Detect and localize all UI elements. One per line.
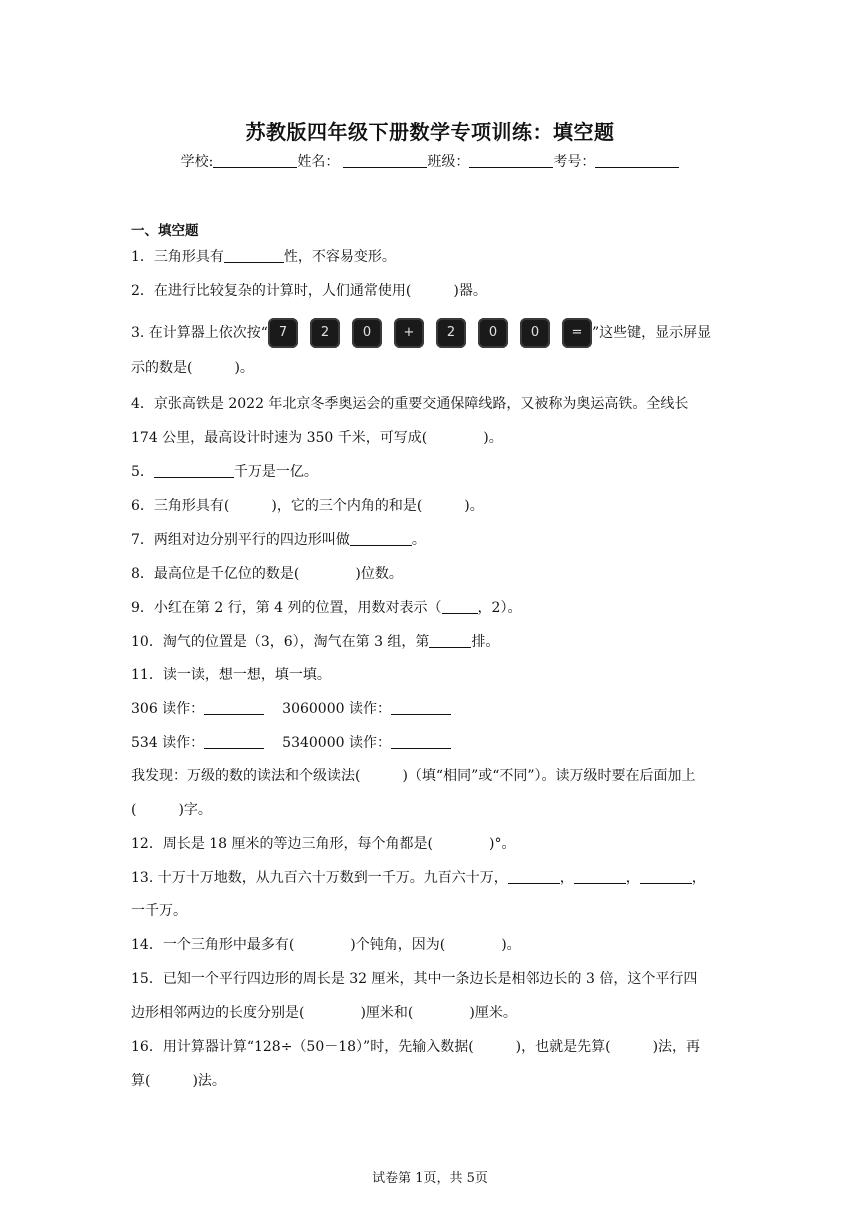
question-9-text-b: ，2）。 — [477, 600, 522, 616]
question-10-text-b: 排。 — [471, 634, 500, 650]
question-4-line-2: 174 公里，最高设计时速为 350 千米，可写成( )。 — [131, 430, 503, 446]
question-6: 6．三角形具有( )，它的三个内角的和是( )。 — [131, 498, 484, 514]
question-8: 8．最高位是千亿位的数是( )位数。 — [131, 566, 403, 582]
question-7 — [131, 530, 426, 550]
question-4-line-1: 4．京张高铁是 2022 年北京冬季奥运会的重要交通保障线路，又被称为奥运高铁。全线长 — [131, 396, 689, 412]
section-heading: 一、填空题 — [131, 223, 199, 239]
question-14: 14．一个三角形中最多有( )个钝角，因为( )。 — [131, 937, 521, 953]
reading-534-label: 534 读作： — [131, 735, 205, 751]
question-9-text-a: 9．小红在第 2 行，第 4 列的位置，用数对表示（ — [131, 600, 442, 616]
question-3-text-b: ”这些键，显示屏显 — [591, 325, 712, 341]
reading-5340000-blank[interactable] — [391, 733, 451, 749]
reading-306-label: 306 读作： — [131, 701, 205, 717]
question-2: 2．在进行比较复杂的计算时，人们通常使用( )器。 — [131, 283, 487, 299]
question-9 — [131, 598, 521, 618]
question-15-line-2: 边形相邻两边的长度分别是( )厘米和( )厘米。 — [131, 1005, 517, 1021]
question-12: 12．周长是 18 厘米的等边三角形，每个角都是( )°。 — [131, 836, 516, 852]
page-title: 苏教版四年级下册数学专项训练：填空题 — [245, 120, 615, 144]
question-16-line-2: 算( )法。 — [131, 1073, 226, 1089]
question-5-text-a: 5． — [131, 464, 154, 480]
page-footer: 试卷第 1页，共 5页 — [372, 1171, 488, 1186]
question-13-blank-2[interactable] — [574, 868, 626, 884]
question-3-line-2: 示的数是( )。 — [131, 360, 254, 376]
calculator-key-5: 0 — [478, 318, 508, 348]
question-13-comma-1: ， — [559, 870, 574, 886]
reading-3060000-blank[interactable] — [391, 699, 451, 715]
calculator-keys — [268, 318, 592, 348]
calculator-key-2: 0 — [352, 318, 382, 348]
exam-no-blank[interactable] — [595, 153, 679, 168]
question-9-blank[interactable] — [442, 598, 478, 614]
reading-3060000-label: 3060000 读作： — [282, 701, 391, 717]
exam-no-label: 考号： — [553, 154, 596, 170]
reading-5340000-label: 5340000 读作： — [282, 735, 391, 751]
question-10-blank[interactable] — [429, 632, 471, 648]
school-label: 学校: — [180, 154, 214, 170]
question-11-row-1 — [131, 699, 451, 719]
question-11-finding-line-1: 我发现：万级的数的读法和个级读法( )（填“相同”或“不同”）。读万级时要在后面加上 — [131, 768, 696, 784]
reading-534-blank[interactable] — [204, 733, 264, 749]
question-13-blank-1[interactable] — [508, 868, 560, 884]
calculator-key-6: 0 — [520, 318, 550, 348]
question-13-text-a: 13. 十万十万地数，从九百六十万数到一千万。九百六十万， — [131, 870, 508, 886]
question-13-line-1 — [131, 868, 706, 888]
question-16-line-1: 16．用计算器计算“128÷（50－18）”时，先输入数据( )，也就是先算( )法，再 — [131, 1039, 701, 1055]
question-13-line-2: 一千万。 — [131, 903, 187, 919]
calculator-key-3: + — [394, 318, 424, 348]
question-3-text-a: 3. 在计算器上依次按“ — [131, 325, 268, 341]
class-blank[interactable] — [469, 153, 553, 168]
student-info-line — [0, 151, 860, 171]
calculator-key-1: 2 — [310, 318, 340, 348]
question-1 — [131, 247, 396, 267]
question-13-comma-2: ， — [625, 870, 640, 886]
question-10 — [131, 632, 499, 652]
school-blank[interactable] — [213, 153, 297, 168]
question-1-text-b: 性，不容易变形。 — [283, 249, 396, 265]
class-label: 班级： — [427, 154, 470, 170]
question-5-text-b: 千万是一亿。 — [233, 464, 318, 480]
reading-306-blank[interactable] — [204, 699, 264, 715]
question-7-text-b: 。 — [411, 532, 426, 548]
question-11-finding-line-2: ( )字。 — [131, 802, 212, 818]
question-15-line-1: 15．已知一个平行四边形的周长是 32 厘米，其中一条边长是相邻边长的 3 倍，这个平行四 — [131, 971, 698, 987]
calculator-key-0: 7 — [268, 318, 298, 348]
question-7-blank[interactable] — [350, 530, 412, 546]
question-5 — [131, 462, 318, 482]
question-10-text-a: 10．淘气的位置是（3，6），淘气在第 3 组，第 — [131, 634, 430, 650]
question-11-intro: 11．读一读，想一想，填一填。 — [131, 667, 331, 683]
name-label: 姓名： — [297, 154, 340, 170]
question-1-text-a: 1．三角形具有 — [131, 249, 224, 265]
question-13-comma-3: ， — [691, 870, 706, 886]
name-blank[interactable] — [343, 153, 427, 168]
question-11-row-2 — [131, 733, 451, 753]
question-5-blank[interactable] — [154, 462, 234, 478]
question-1-blank[interactable] — [224, 247, 284, 263]
question-3 — [131, 318, 711, 348]
calculator-key-4: 2 — [436, 318, 466, 348]
question-7-text-a: 7．两组对边分别平行的四边形叫做 — [131, 532, 350, 548]
question-13-blank-3[interactable] — [640, 868, 692, 884]
calculator-key-7: = — [562, 318, 592, 348]
